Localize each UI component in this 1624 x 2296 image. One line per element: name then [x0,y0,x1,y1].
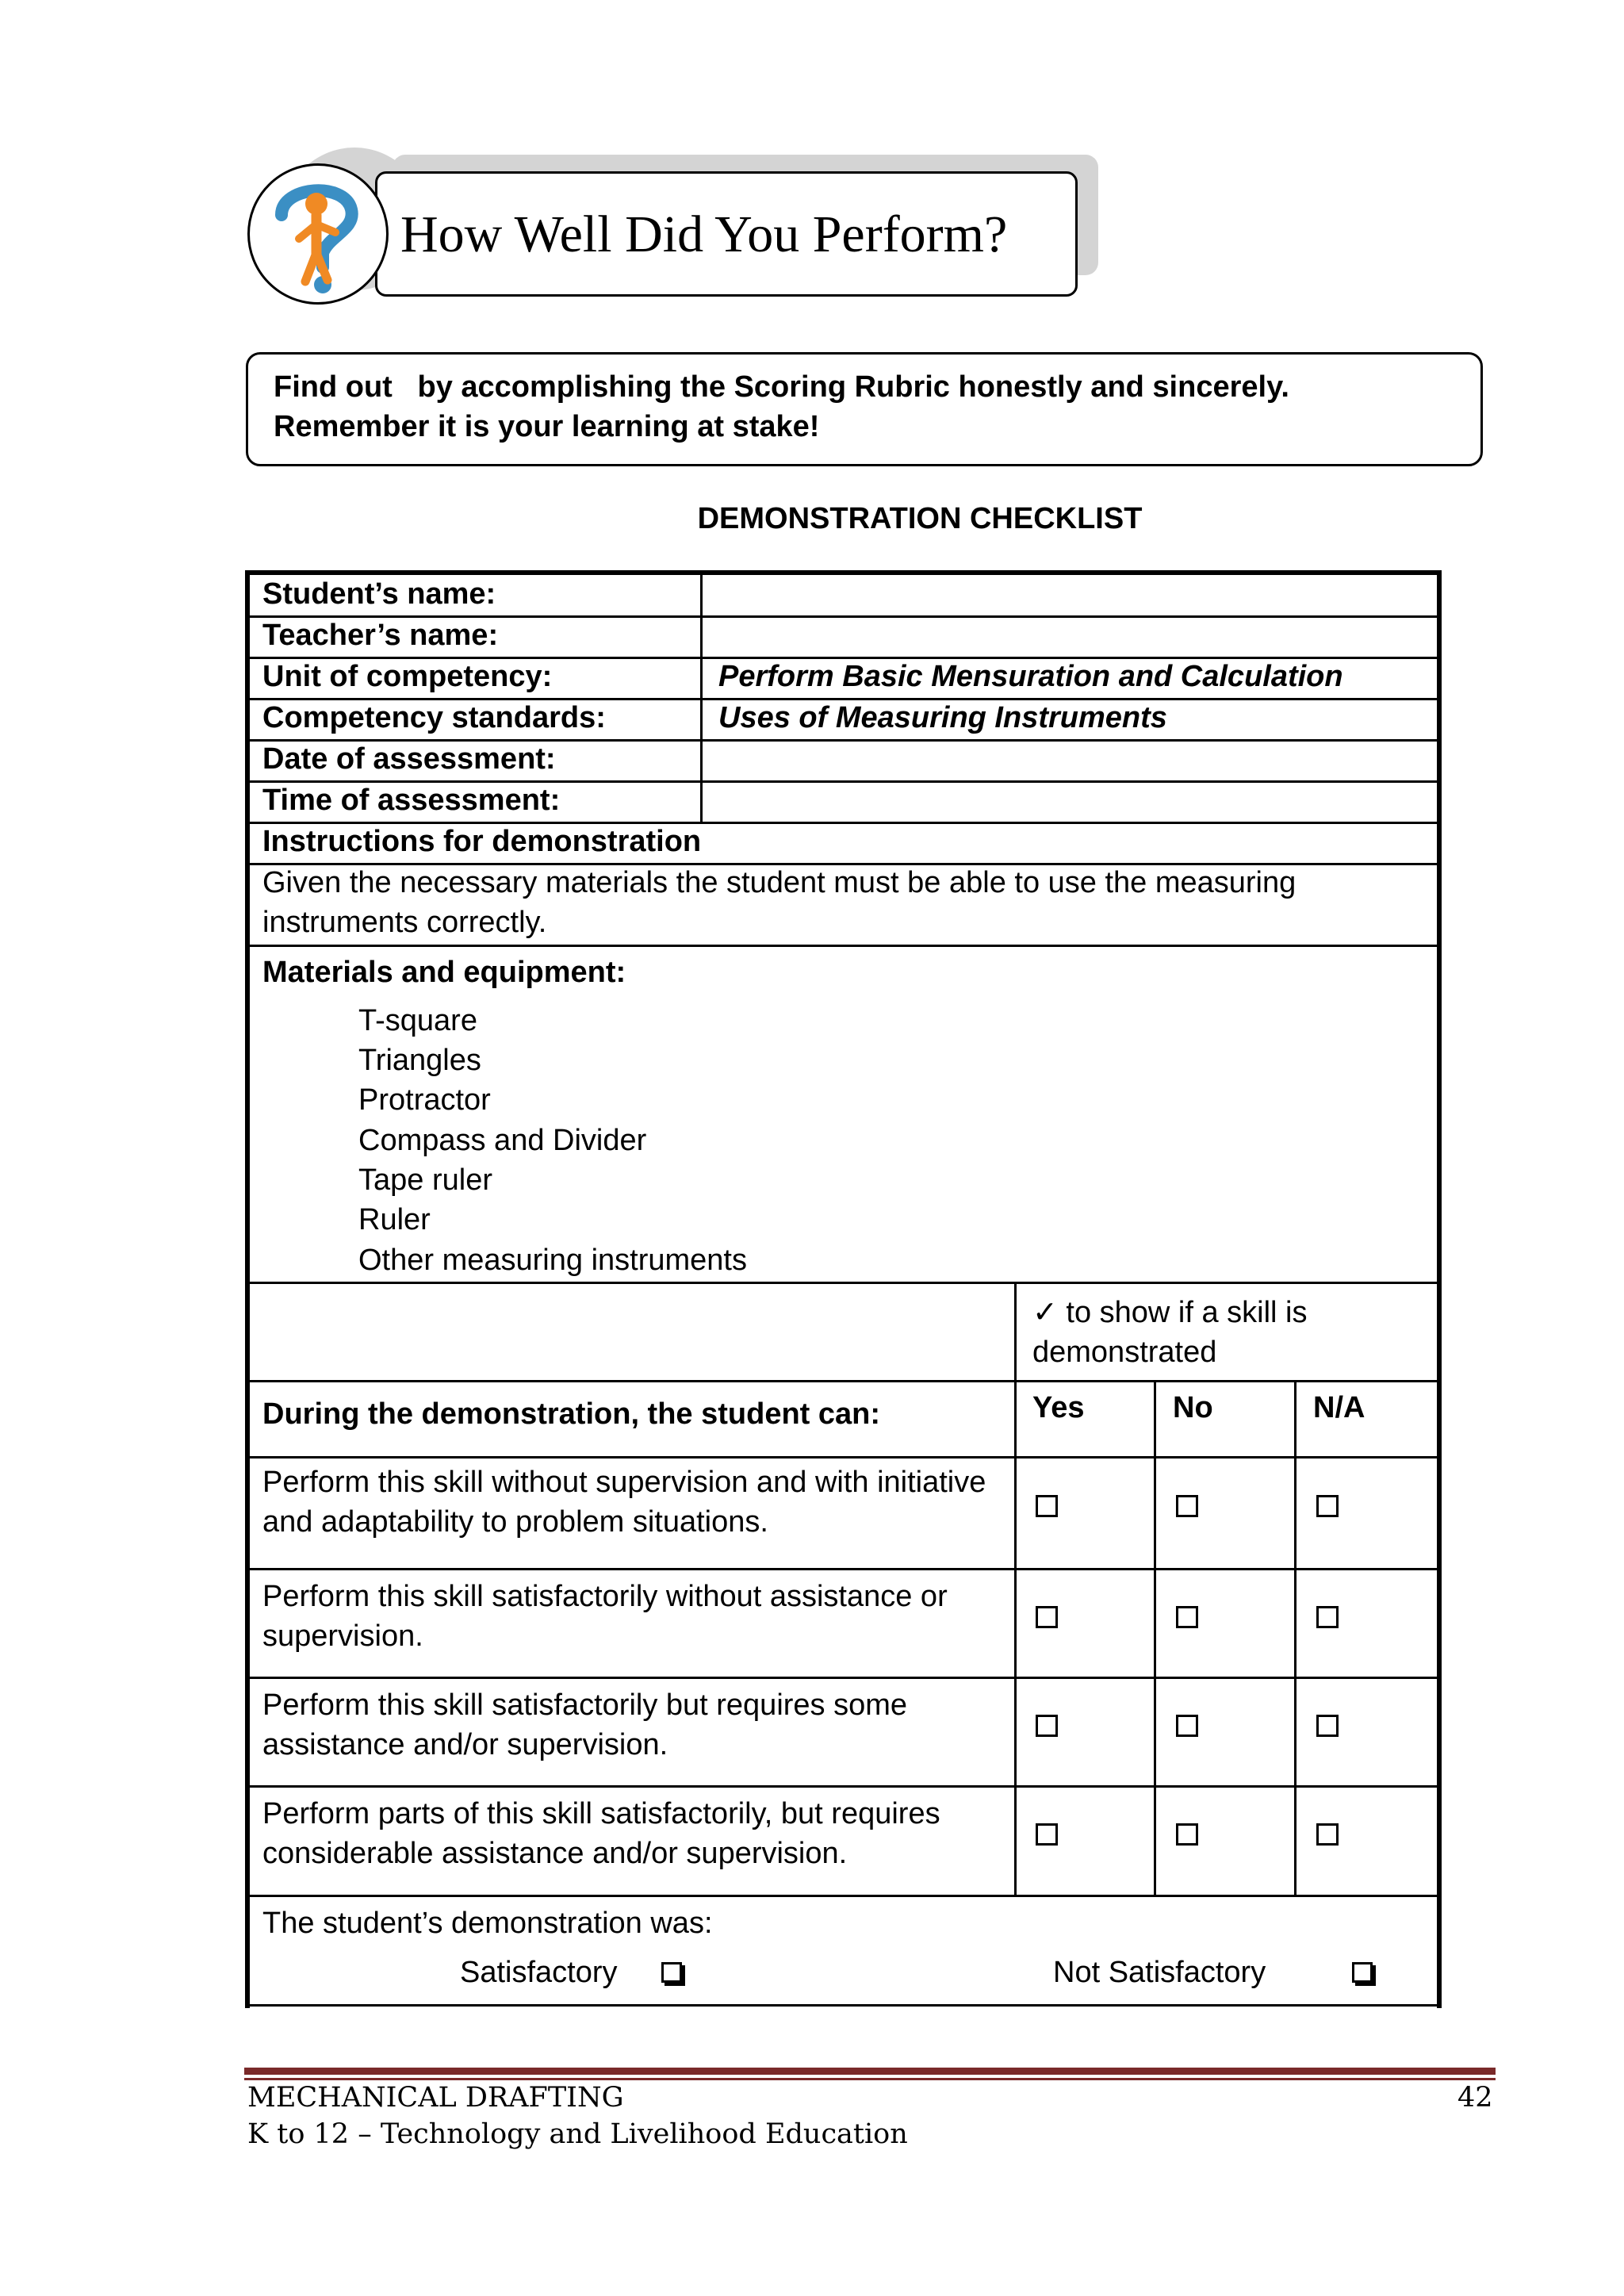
instruction-line-1: Find out by accomplishing the Scoring Rubric honestly and sincerely. [274,370,1289,404]
column-divider [1294,1380,1297,1895]
column-divider [1154,1380,1156,1895]
instruction-box [246,352,1483,466]
checklist-title: DEMONSTRATION CHECKLIST [697,502,1143,535]
skill-row-4-na-checkbox[interactable] [1316,1823,1339,1846]
skill-row-1-line-2: and adaptability to problem situations. [262,1505,768,1539]
material-item: Triangles [358,1044,481,1077]
material-item: Compass and Divider [358,1124,647,1157]
instructions-text-line-1: Given the necessary materials the student must be able to use the measuring [262,866,1297,899]
row-divider [247,1282,1439,1284]
satisfactory-label: Satisfactory [460,1956,618,1989]
skill-row-3-line-1: Perform this skill satisfactorily but requires some [262,1688,908,1722]
not-satisfactory-checkbox[interactable] [1352,1962,1373,1983]
skill-row-2-no-checkbox[interactable] [1176,1606,1198,1628]
skill-row-3-line-2: assistance and/or supervision. [262,1728,668,1761]
column-header-no: No [1173,1391,1213,1424]
skill-row-1-na-checkbox[interactable] [1316,1495,1339,1517]
teacher-name-label: Teacher’s name: [262,619,499,652]
row-divider [247,1785,1439,1788]
row-divider [247,1456,1439,1458]
skill-row-3-na-checkbox[interactable] [1316,1715,1339,1737]
check-note-line-2: demonstrated [1032,1336,1217,1369]
footer-rule [244,2068,1496,2075]
satisfactory-checkbox[interactable] [661,1962,682,1983]
skill-row-1-no-checkbox[interactable] [1176,1495,1198,1517]
row-divider [247,1568,1439,1570]
skill-row-3-yes-checkbox[interactable] [1036,1715,1058,1737]
skills-question: During the demonstration, the student can: [262,1397,881,1431]
skill-row-2-yes-checkbox[interactable] [1036,1606,1058,1628]
time-of-assessment-label: Time of assessment: [262,784,561,817]
page-title: How Well Did You Perform? [400,205,1008,263]
skill-row-4-line-1: Perform parts of this skill satisfactorily, but requires [262,1797,940,1830]
row-divider [247,1895,1439,1897]
column-header-na: N/A [1313,1391,1365,1424]
column-divider [1014,1282,1017,1895]
unit-of-competency-label: Unit of competency: [262,660,553,693]
material-item: Other measuring instruments [358,1244,747,1277]
competency-standards-label: Competency standards: [262,701,606,734]
competency-standards-value: Uses of Measuring Instruments [718,701,1167,734]
skill-row-2-line-1: Perform this skill satisfactorily without assistance or [262,1580,948,1613]
check-note-line-1: ✓ to show if a skill is [1032,1296,1308,1329]
not-satisfactory-label: Not Satisfactory [1053,1956,1266,1989]
materials-heading: Materials and equipment: [262,956,626,989]
material-item: T-square [358,1004,477,1037]
row-divider [247,2004,1439,2007]
row-divider [247,945,1439,947]
row-divider [247,1380,1439,1382]
skill-row-4-no-checkbox[interactable] [1176,1823,1198,1846]
instruction-line-2: Remember it is your learning at stake! [274,410,820,443]
skill-row-3-no-checkbox[interactable] [1176,1715,1198,1737]
footer-subject: MECHANICAL DRAFTING [247,2082,624,2114]
date-of-assessment-label: Date of assessment: [262,742,556,776]
row-divider [247,1677,1439,1679]
instructions-heading: Instructions for demonstration [262,825,702,858]
question-mark-figure-icon [247,163,389,305]
skill-row-4-line-2: considerable assistance and/or supervision. [262,1837,848,1870]
column-divider [700,574,703,824]
footer-page-number: 42 [1457,2082,1493,2114]
instructions-text-line-2: instruments correctly. [262,906,547,939]
footer-rule-thin [244,2078,1496,2080]
result-label: The student’s demonstration was: [262,1907,713,1940]
skill-row-2-line-2: supervision. [262,1619,423,1653]
skill-row-2-na-checkbox[interactable] [1316,1606,1339,1628]
material-item: Protractor [358,1083,491,1117]
material-item: Ruler [358,1203,431,1236]
skill-row-1-yes-checkbox[interactable] [1036,1495,1058,1517]
unit-of-competency-value: Perform Basic Mensuration and Calculation [718,660,1343,693]
material-item: Tape ruler [358,1163,492,1197]
column-header-yes: Yes [1032,1391,1085,1424]
skill-row-1-line-1: Perform this skill without supervision and with initiative [262,1466,986,1499]
footer-course: K to 12 – Technology and Livelihood Education [247,2118,908,2150]
student-name-label: Student’s name: [262,577,496,611]
skill-row-4-yes-checkbox[interactable] [1036,1823,1058,1846]
